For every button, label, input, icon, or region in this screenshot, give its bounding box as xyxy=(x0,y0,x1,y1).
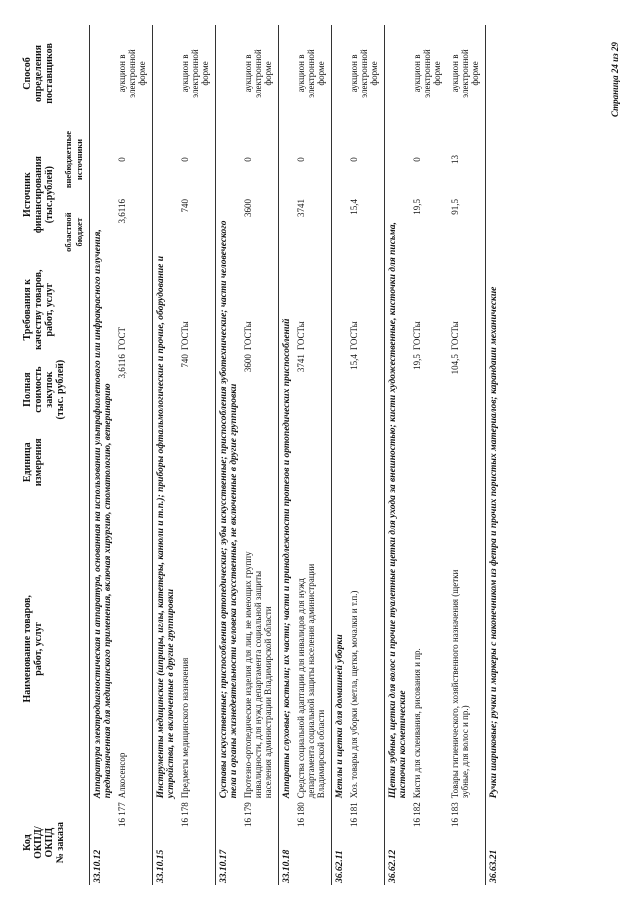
item-name-line: Владимирской области xyxy=(316,709,326,799)
section-row xyxy=(486,25,501,885)
item-name-line: Протезно-ортопедические изделия для лиц, не имеющих группу xyxy=(243,551,253,799)
section-code: 36.63.21 xyxy=(486,800,501,885)
header-code-line: ОКПД xyxy=(44,827,55,858)
regional-budget: 3,6116 xyxy=(117,199,127,224)
procurement-method-line: электронной xyxy=(253,49,263,98)
item-name-line: инвалидности, для нужд департамента социальной защиты xyxy=(253,570,263,799)
table-row xyxy=(240,25,279,885)
header-requirements-line: качеству товаров, xyxy=(33,269,44,350)
order-number: 16 182 xyxy=(412,802,422,827)
quality-requirement: ГОСТы xyxy=(180,321,190,351)
table-row xyxy=(447,25,486,885)
section-row xyxy=(385,25,410,885)
item-name-line: Хоз. товары для уборки (метла, щетки, мочалки и т.п.) xyxy=(349,590,359,799)
header-requirements-line: работ, услуг xyxy=(44,282,55,337)
procurement-method-line: форме xyxy=(369,61,379,86)
quality-requirement: ГОСТы xyxy=(450,321,460,351)
procurement-method-line: форме xyxy=(263,61,273,86)
procurement-method-line: форме xyxy=(432,61,442,86)
order-number: 16 179 xyxy=(243,802,253,827)
header-code-line: Код xyxy=(22,834,33,851)
header-requirements-line: Требования к xyxy=(22,278,33,341)
header-method-line: Способ xyxy=(22,57,33,90)
quality-requirement: ГОСТы xyxy=(349,321,359,351)
header-cost-line: Полная xyxy=(22,372,33,407)
section-title-line: устройства, не включенные в другие группировки xyxy=(166,588,176,799)
regional-budget: 91,5 xyxy=(450,199,460,215)
procurement-method-line: аукцион в xyxy=(412,54,422,93)
order-number: 16 181 xyxy=(349,802,359,827)
item-name-line: зубные, для волос и пр.) xyxy=(460,705,470,799)
item-name-line: населения администрации Владимирской области xyxy=(263,606,273,799)
header-code-line: ОКПД/ xyxy=(33,826,44,859)
header-method xyxy=(18,25,90,122)
item-name xyxy=(114,497,153,800)
section-title-line: Инструменты медицинские (шприцы, иглы, катетеры, канюли и т.п.); приборы офтальмологические и прочие, оборудование и xyxy=(156,255,166,799)
regional-budget: 19,5 xyxy=(412,199,422,215)
procurement-method-line: аукцион в xyxy=(117,54,127,93)
section-row xyxy=(332,25,347,885)
section-code: 36.62.11 xyxy=(332,800,347,885)
header-code xyxy=(18,800,90,885)
section-title xyxy=(216,25,241,800)
section-title xyxy=(332,25,347,800)
section-code: 33.10.15 xyxy=(153,800,178,885)
quality-requirement: ГОСТы xyxy=(243,321,253,351)
regional-budget: 3741 xyxy=(296,199,306,218)
item-name xyxy=(447,497,486,800)
section-title xyxy=(385,25,410,800)
section-title xyxy=(486,25,501,800)
item-name xyxy=(409,497,447,800)
procurement-method xyxy=(409,25,447,122)
unit-cell xyxy=(114,427,153,497)
table-row xyxy=(346,25,385,885)
table-row xyxy=(114,25,153,885)
procurement-method xyxy=(114,25,153,122)
total-cost: 3,6116 xyxy=(117,354,127,379)
procurement-method-line: форме xyxy=(316,61,326,86)
header-name-line: работ, услуг xyxy=(33,621,44,676)
header-source-regional-line: областной xyxy=(63,212,73,252)
procurement-method-line: электронной xyxy=(190,49,200,98)
procurement-method-line: аукцион в xyxy=(180,54,190,93)
section-code: 33.10.17 xyxy=(216,800,241,885)
quality-requirement: ГОСТы xyxy=(412,321,422,351)
procurement-method-line: аукцион в xyxy=(243,54,253,93)
section-title-line: Ручки шариковые; ручки и маркеры с наконечником из фетра и прочих пористых материалов; карандаши механические xyxy=(489,286,499,799)
order-number: 16 178 xyxy=(180,802,190,827)
header-cost xyxy=(18,352,90,427)
quality-requirement: ГОСТ xyxy=(117,326,127,351)
header-code-line: № заказа xyxy=(55,822,66,864)
section-row xyxy=(153,25,178,885)
section-title-line: Метлы и щетки для домашней уборки xyxy=(335,634,345,799)
table-row xyxy=(293,25,332,885)
item-name-line: департамента социальной защиты населения администрации xyxy=(306,563,316,799)
extrabudgetary-sources: 0 xyxy=(243,157,253,162)
section-code: 36.62.12 xyxy=(385,800,410,885)
procurement-method xyxy=(346,25,385,122)
total-cost: 3741 xyxy=(296,354,306,373)
item-name-line: Товары гигиенического, хозяйственного назначения (щетки xyxy=(450,569,460,799)
header-requirements xyxy=(18,267,90,352)
order-number: 16 183 xyxy=(450,802,460,827)
section-row xyxy=(216,25,241,885)
procurement-table xyxy=(18,25,500,885)
extrabudgetary-sources: 0 xyxy=(349,157,359,162)
section-code: 33.10.12 xyxy=(90,800,115,885)
total-cost: 3600 xyxy=(243,354,253,373)
header-source-regional xyxy=(59,197,90,267)
header-source-line: Источник xyxy=(22,172,33,217)
total-cost: 740 xyxy=(180,354,190,368)
procurement-method xyxy=(240,25,279,122)
order-number: 16 180 xyxy=(296,802,306,827)
header-cost-line: стоимость xyxy=(33,366,44,413)
header-method-line: определения xyxy=(33,44,44,103)
section-title-line: Суставы искусственные; приспособления ортопедические; зубы искусственные; приспособления зуботехнические; части человеческого xyxy=(219,220,229,799)
procurement-method xyxy=(293,25,332,122)
regional-budget: 740 xyxy=(180,199,190,213)
item-name xyxy=(346,497,385,800)
section-title xyxy=(279,25,294,800)
section-title-line: кисточки косметические xyxy=(398,690,408,799)
item-name-line: Предметы медицинского назначения xyxy=(180,657,190,799)
table-row xyxy=(177,25,216,885)
header-source-line: (тыс.рублей) xyxy=(44,166,55,224)
header-method-line: поставщиков xyxy=(44,43,55,104)
section-title-line: предназначенная для медицинского применения, включая хирургию, стоматологию, ветеринарию xyxy=(103,383,113,799)
item-name-line: Кисти для склеивания, рисования и пр. xyxy=(412,648,422,799)
header-cost-line: закупок xyxy=(44,371,55,408)
unit-cell xyxy=(177,427,216,497)
regional-budget: 15,4 xyxy=(349,199,359,215)
unit-cell xyxy=(293,427,332,497)
procurement-method-line: электронной xyxy=(306,49,316,98)
item-name xyxy=(240,497,279,800)
unit-cell xyxy=(346,427,385,497)
header-name xyxy=(18,497,90,800)
header-source-extra xyxy=(59,122,90,197)
section-title-line: Щетки зубные, щетки для волос и прочие туалетные щетки для ухода за внешностью; кисти художественные, кисточки для письма, xyxy=(388,222,398,799)
header-name-line: Наименование товаров, xyxy=(22,595,33,703)
extrabudgetary-sources: 0 xyxy=(412,157,422,162)
header-source-line: финансирования xyxy=(33,156,44,234)
extrabudgetary-sources: 0 xyxy=(296,157,306,162)
procurement-method xyxy=(177,25,216,122)
header-unit-line: измерения xyxy=(33,438,44,487)
item-name-line: Алкосенсор xyxy=(117,752,127,799)
procurement-method xyxy=(447,25,486,122)
header-source-extra-line: внебюджетные xyxy=(63,130,73,189)
section-title xyxy=(90,25,115,800)
item-name xyxy=(293,497,332,800)
section-title-line: Аппараты слуховые; костыли; их части; части и принадлежности протезов и ортопедических приспособлений xyxy=(282,318,292,799)
quality-requirement: ГОСТы xyxy=(296,321,306,351)
procurement-method-line: форме xyxy=(137,61,147,86)
extrabudgetary-sources: 0 xyxy=(117,157,127,162)
unit-cell xyxy=(240,427,279,497)
total-cost: 104,5 xyxy=(450,354,460,375)
order-number: 16 177 xyxy=(117,802,127,827)
procurement-method-line: электронной xyxy=(460,49,470,98)
table-row xyxy=(409,25,447,885)
unit-cell xyxy=(447,427,486,497)
procurement-method-line: форме xyxy=(200,61,210,86)
header-source-regional-line: бюджет xyxy=(74,217,84,247)
procurement-method-line: электронной xyxy=(359,49,369,98)
procurement-method-line: форме xyxy=(470,61,480,86)
procurement-method-line: электронной xyxy=(422,49,432,98)
item-name-line: Средства социальной адаптации для инвалидов для нужд xyxy=(296,578,306,799)
extrabudgetary-sources: 13 xyxy=(450,154,460,164)
regional-budget: 3600 xyxy=(243,199,253,218)
extrabudgetary-sources: 0 xyxy=(180,157,190,162)
procurement-method-line: аукцион в xyxy=(450,54,460,93)
item-name xyxy=(177,497,216,800)
unit-cell xyxy=(409,427,447,497)
header-source-extra-line: источники xyxy=(74,138,84,181)
total-cost: 19,5 xyxy=(412,354,422,370)
section-title-line: тела и органы жизнедеятельности человека искусственные, не включенные в другие группировки xyxy=(229,383,239,799)
header-source xyxy=(18,122,59,267)
procurement-method-line: аукцион в xyxy=(296,54,306,93)
section-row xyxy=(90,25,115,885)
header-unit xyxy=(18,427,90,497)
header-row xyxy=(18,25,59,885)
procurement-method-line: электронной xyxy=(127,49,137,98)
header-unit-line: Единица xyxy=(22,442,33,483)
section-code: 33.10.18 xyxy=(279,800,294,885)
section-title xyxy=(153,25,178,800)
page-number: Страница 24 из 29 xyxy=(610,42,620,117)
total-cost: 15,4 xyxy=(349,354,359,370)
procurement-method-line: аукцион в xyxy=(349,54,359,93)
header-cost-line: (тыс. рублей) xyxy=(55,359,66,420)
section-title-line: Аппаратура электродиагностическая и аппаратура, основанная на использовании ультрафиолетового или инфракрасного излучения, xyxy=(93,229,103,799)
section-row xyxy=(279,25,294,885)
